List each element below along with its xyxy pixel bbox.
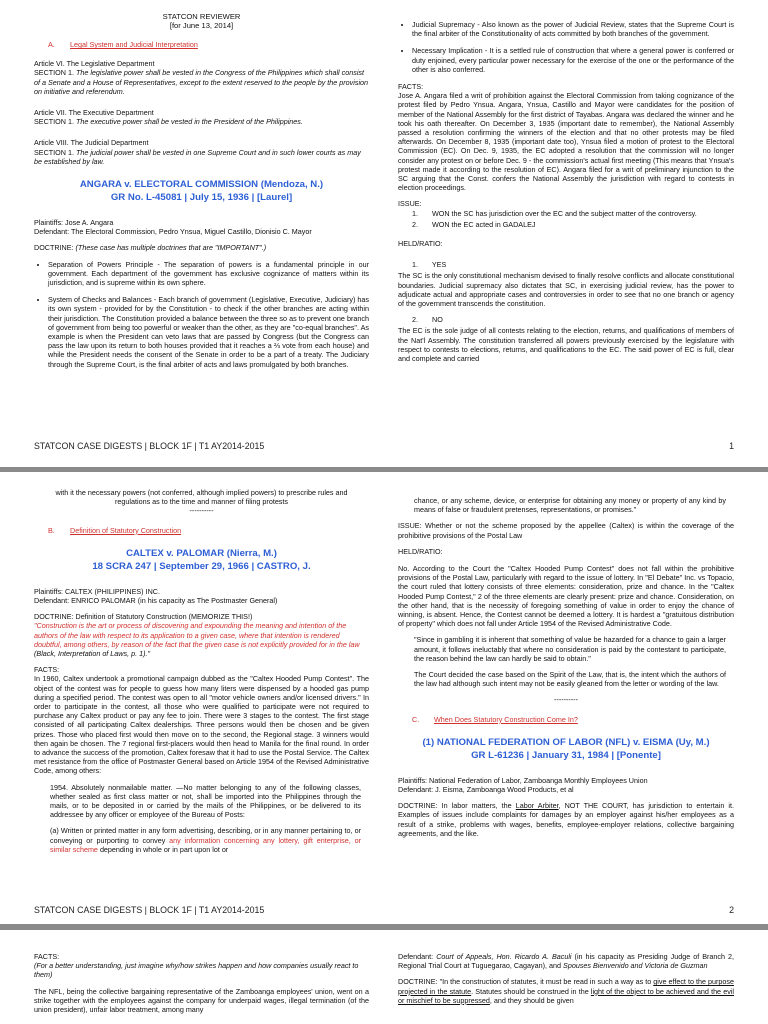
page3-left-column (34, 952, 369, 1021)
page-number: 1 (729, 441, 734, 451)
page3-right-column (398, 952, 734, 1012)
defendants: Defendant: J. Eisma, Zamboanga Wood Products, et al (398, 785, 574, 795)
defendants: Defendant: The Electoral Commission, Pedro Ynsua, Miguel Castillo, Dionisio C. Mayor (34, 227, 312, 237)
plaintiffs: Plaintiffs: Jose A. Angara (34, 218, 114, 228)
doctrine-quote: "Construction is the art or process of discovering and expounding the meaning and intention of the authors of the law with respect to its application to a given case, where that intention is rendered doubtful, among others, by reason of the fact that the given case is not explicitly provided for in the law (Black, Interpretation of Laws, p. 1)." (34, 621, 360, 659)
list-item: • System of Checks and Balances - Each branch of government (Legislative, Executive, Judiciary) has its own system - provided for by the Constitution - to check if the other branches are acting within their jurisdiction. The Constitution provided a balance between the three so as to prevent one branch of government from being too powerful or weaker than the other, as they are "co-equal branches". As example is when the President can veto laws that are passed by Congress (but the Congress can pass the law upon its return to both houses provided that it reaches a ⅔ vote from each house) and while the President needs the consent of the Senate in order to be a part of a treaty. The Judiciary through the Supreme Court, is the final arbiter of acts and laws promulgated by both branches. (48, 295, 369, 369)
header-date: [for June 13, 2014] (169, 21, 234, 30)
doctrine-list-right (398, 20, 734, 74)
held-2-answer: 2. NO (412, 315, 443, 325)
held-label: HELD/RATIO: (398, 239, 443, 249)
facts-text: In 1960, Caltex undertook a promotional campaign dubbed as the "Caltex Hooded Pump Contest". The object of the contest was for people to guess how many liters were dispensed by a hooded gas pump during a specified period. The contest was open to all "motor vehicle owners and/or licensed drivers." In order to participate in the contest, all those who were qualified to participate were not required to purchase any Caltex product or pay any fee to join. There were 3 stages to the contest. The first stage consisted of all participating Caltex dealerships. Three persons would then be chosen and be given prizes. Those who placed first would then move on to the second, the Regional stage. 3 winners would then again be chosen. The 7 regional first-placers would then head to Manila for the final round. In order to advance the success of the promotion, Caltex foresaw that it had to use the Postal Service. The Caltex met resistance from the office of Postmaster General based on Article 1954 of the Revised Administrative Code, among others: (34, 674, 369, 776)
continued-quote: chance, or any scheme, device, or enterprise for obtaining any money or property of any kind by means of false or fraudulent pretenses, representations, or promises." (414, 496, 726, 515)
held-2-text: The EC is the sole judge of all contests relating to the election, returns, and qualifications of members of the Nat'l Assembly. The constitution transferred all powers previously exercised by the legislature with respect to contests to elections, returns, and qualifications to the EC. The said power of EC is full, clear and complete and carried (398, 326, 734, 364)
doctrine-text: DOCTRINE: "In the construction of statutes, it must be read in such a way as to give effect to the purpose projected in the statute. Statutes should be construed in the light of the object to be achieved and the evil or mischief to be suppressed, and they should be given (398, 977, 734, 1005)
page2-left-column (34, 488, 369, 861)
document-page-2 (0, 472, 768, 924)
list-item: • Separation of Powers Principle - The separation of powers is a fundamental principle in our government. Each department of the government has exclusive cognizance of matters within its jurisdiction, and is supreme within its own sphere. (48, 260, 369, 288)
defendants: Defendant: ENRICO PALOMAR (in his capacity as The Postmaster General) (34, 596, 278, 606)
statute-quote: 1954. Absolutely nonmailable matter. —No matter belonging to any of the following classes, whether sealed as first class matter or not, shall be imported into the Philippines through the mails, or to be deposited in or carried by the mails of the Philippines, or be delivered to its addressee by any officer or employee of the Bureau of Posts: (50, 782, 361, 820)
held-1-text: The SC is the only constitutional mechanism devised to finally resolve conflicts and allocate constitutional boundaries. Judicial supremacy also dictates that SC, in exercising judicial review, has the power to adjudicate actual and appropriate cases and controversies in order to see that no one branch or agency of the government transcends the constitution. (398, 271, 734, 309)
issue-2: 2. WON the EC acted in GADALEJ (412, 219, 536, 229)
plaintiffs: Plaintiffs: National Federation of Labor, Zamboanga Monthly Employees Union (398, 775, 648, 785)
facts-label: FACTS: (34, 665, 60, 675)
divider: ---------- (189, 506, 214, 516)
case-title-caltex: CALTEX v. PALOMAR (Nierra, M.) 18 SCRA 247 | September 29, 1966 | CASTRO, J. (92, 547, 311, 572)
issue-label: ISSUE: (398, 199, 422, 209)
facts-label: FACTS: (398, 82, 424, 92)
plaintiffs: Plaintiffs: CALTEX (PHILIPPINES) INC. (34, 586, 160, 596)
page-footer: STATCON CASE DIGESTS | BLOCK 1F | T1 AY2014-2015 1 (34, 441, 734, 451)
page1-right-column (398, 20, 734, 370)
defendants: Defendant: Court of Appeals, Hon. Ricardo A. Baculi (in his capacity as Presiding Judge of Branch 2, Regional Trial Court at Tuguegarao, Cagayan), and Spouses Bienvenido and Victoria de Guzman (398, 952, 735, 971)
facts-note: (For a better understanding, just imagine why/how strikes happen and how companies usually react to them) (34, 961, 359, 980)
article-viii: Article VIII. The Judicial Department SECTION 1. The judicial power shall be vested in one Supreme Court and in such lower courts as may be established by law. (34, 138, 361, 166)
page-number: 2 (729, 905, 734, 915)
held-conclusion: The Court decided the case based on the Spirit of the Law, that is, the intent which the authors of the law had although such intent may not be easily gleaned from the letter or wording of the law. (414, 670, 726, 689)
list-item: • Necessary Implication - It is a settled rule of construction that where a general power is conferred or duty enjoined, every particular power necessary for the exercise of the one or the performance of the other is also conferred. (412, 46, 734, 74)
page2-right-column (398, 496, 734, 845)
document-header (34, 12, 369, 30)
page-footer: STATCON CASE DIGESTS | BLOCK 1F | T1 AY2014-2015 2 (34, 905, 734, 915)
section-c-heading: C. When Does Statutory Construction Come In? (412, 714, 578, 724)
section-b-heading: B. Definition of Statutory Construction (48, 525, 182, 535)
page1-left-column (34, 12, 369, 377)
doctrine-text: DOCTRINE: In labor matters, the Labor Arbiter, NOT THE COURT, has jurisdiction to entertain it. Examples of issues include complaints for damages by an employer against his/her employees as a result of a strike, problems with wages, benefits, employee-employer relations, collective bargaining agreements, and the like. (398, 801, 734, 838)
document-page-1 (0, 0, 768, 467)
section-a-heading: A. Legal System and Judicial Interpretation (48, 40, 198, 49)
case-title-angara: ANGARA v. ELECTORAL COMMISSION (Mendoza, N.) GR No. L-45081 | July 15, 1936 | [Laurel] (79, 179, 324, 204)
list-item: • Judicial Supremacy - Also known as the power of Judicial Review, states that the Supreme Court is the final arbiter of the Constitutionality of acts committed by both branches of the government. (412, 20, 734, 38)
case-title-nfl: (1) NATIONAL FEDERATION OF LABOR (NFL) v. EISMA (Uy, M.) GR L-61236 | January 31, 1984 | [Ponente] (422, 736, 710, 761)
doctrine-list-left (34, 260, 369, 369)
facts-label: FACTS: (34, 952, 60, 961)
held-1-answer: 1. YES (412, 260, 447, 270)
divider: ---------- (554, 695, 578, 705)
statute-quote-a: (a) Written or printed matter in any form advertising, describing, or in any manner pertaining to, or conveying or purporting to convey any information concerning any lottery, gift enterprise, or similar scheme depending in whole or in part upon lot or (50, 826, 361, 854)
facts-text: The NFL, being the collective bargaining representative of the Zamboanga employees' union, went on a strike together with the employees against the company for underpaid wages, illegal termination (of the union president), unfair labor treatment, among many (34, 986, 369, 1015)
document-page-3 (0, 930, 768, 1024)
issue-text: ISSUE: Whether or not the scheme proposed by the appellee (Caltex) is within the coverage of the prohibitive provisions of the Postal Law (398, 521, 734, 540)
doctrine-heading: DOCTRINE: Definition of Statutory Construction (MEMORIZE THIS!) (34, 612, 253, 622)
held-quote: "Since in gambling it is inherent that something of value be hazarded for a chance to gain a larger amount, it follows ineluctably that where no consideration is paid by the contestant to participate, the reason behind the law can hardly be said to obtain." (414, 635, 726, 663)
held-text: No. According to the Court the "Caltex Hooded Pump Contest" does not fall within the prohibitive provisions of the Postal Law, particularly with regard to the issue of lottery. In "El Debate" Inc. vs Topacio, the court ruled that lottery consists of three elements: consideration, prize and chance. In the "Caltex Hooded Pump Contest," 2 of the three elements are clearly present: prize and chance. Consideration, on the other hand, that is the necessity of foregoing something of value in order to enjoy the chance of winning, is absent. Hence, the Contest cannot be deemed a lottery. It is hardest a "gratuitous distribution of property" which does not fall under Article 1954 of the Revised Administrative Code. (398, 564, 734, 629)
header-title: STATCON REVIEWER (162, 12, 241, 21)
facts-text: Jose A. Angara filed a writ of prohibition against the Electoral Commission from taking cognizance of the protest filed by Pedro Ynsua. Angara, Ynsua, Castillo and Mayor were candidates for the position of member of the National Assembly for the first district of Tayabas. Angara was declared the winner and he took his oath thereafter. On December 3, 1935 (important date to remember), the National Assembly passed a resolution confirming the winners of the election and that no other protests may be filed afterwards. On December 8, 1935 (important date too), Ynsua filed a motion of protest to the Electoral Commission (EC). On Dec. 9, 1935, the EC adopted a resolution that the commission will no longer consider any protest on or before Dec. 9 - the commission's actual first meeting (This means that Ynsua's protest made it according to the resolution of EC). Angara filed for a writ of preliminary injunction to the SC arguing that the Const. confers the National Assembly the jurisdiction with regard to contests in election proceedings. (398, 91, 734, 193)
article-vi: Article VI. The Legislative Department SECTION 1. The legislative power shall be vested in the Congress of the Philippines which shall consist of a Senate and a House of Representatives, except to the extent reserved to the people by the provision on initiative and referendum. (34, 59, 369, 96)
continued-text: with it the necessary powers (not conferred, although implied powers) to prescribe rules and regulations as to the time and manner of filing protests (55, 488, 348, 507)
issue-1: 1. WON the SC has jurisdiction over the EC and the subject matter of the controversy. (412, 208, 697, 218)
held-label: HELD/RATIO: (398, 546, 443, 556)
article-vii: Article VII. The Executive Department SECTION 1. The executive power shall be vested in the President of the Philippines. (34, 108, 303, 127)
doctrine-heading: DOCTRINE: (These case has multiple doctrines that are "IMPORTANT".) (34, 243, 267, 253)
